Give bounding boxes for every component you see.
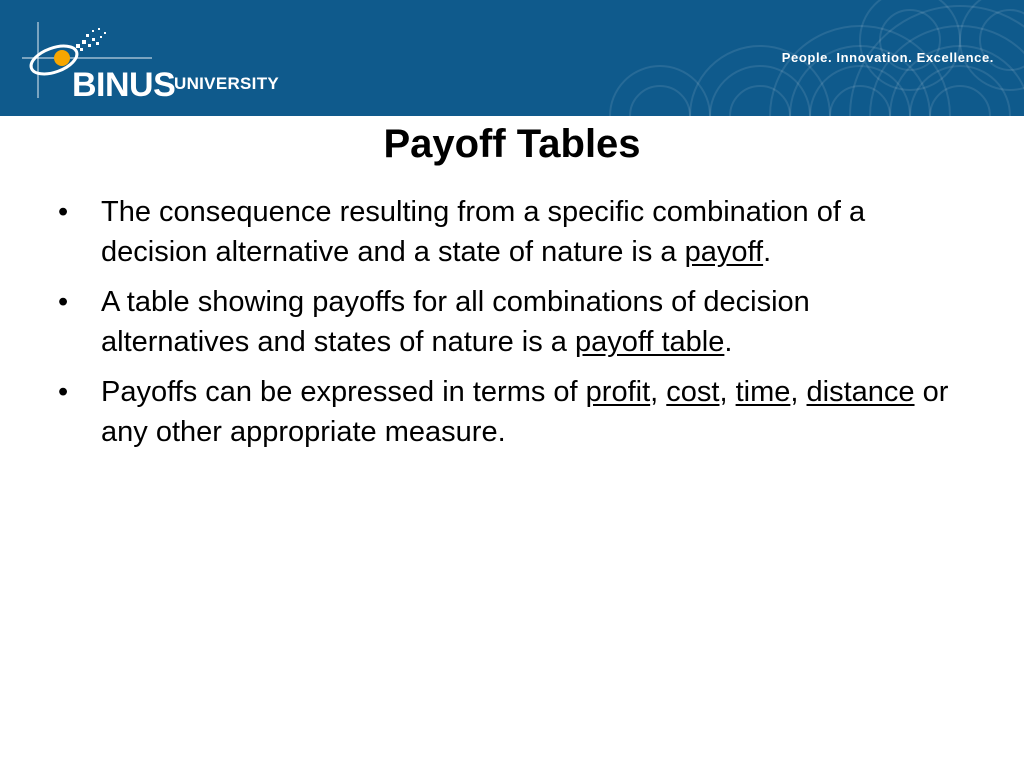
term-cost: cost (666, 376, 720, 408)
bullet-text: , (719, 376, 736, 408)
bullet-item (56, 282, 956, 362)
term-payoff: payoff (684, 236, 764, 268)
bullet-text: The consequence resulting from a specific combination of a decision alternative and a state of nature is a (101, 196, 866, 268)
bullet-text: . (763, 236, 772, 268)
bullet-text: , (790, 376, 807, 408)
bullet-text: . (724, 326, 733, 358)
bullet-text: A table showing payoffs for all combinations of decision alternatives and states of nature is a (101, 286, 810, 358)
bullet-marker: • (58, 196, 69, 228)
bullet-text: , (650, 376, 667, 408)
slide-title: Payoff Tables (383, 122, 641, 166)
bullet-marker: • (58, 286, 69, 318)
term-time: time (735, 376, 791, 408)
bullet-item (56, 192, 956, 272)
term-payoff-table: payoff table (574, 326, 725, 358)
bullet-list (56, 192, 956, 462)
bullet-item (56, 372, 956, 452)
tagline: People. Innovation. Excellence. (781, 50, 994, 65)
bullet-text: or any other appropriate measure. (101, 376, 949, 448)
logo-university-text: UNIVERSITY (174, 74, 280, 93)
term-profit: profit (585, 376, 651, 408)
term-distance: distance (806, 376, 915, 408)
bullet-marker: • (58, 376, 69, 408)
header-banner (0, 0, 1024, 116)
binus-logo[interactable] (22, 18, 302, 102)
logo-brand-text: BINUS (72, 66, 176, 104)
bullet-text: Payoffs can be expressed in terms of (101, 376, 586, 408)
